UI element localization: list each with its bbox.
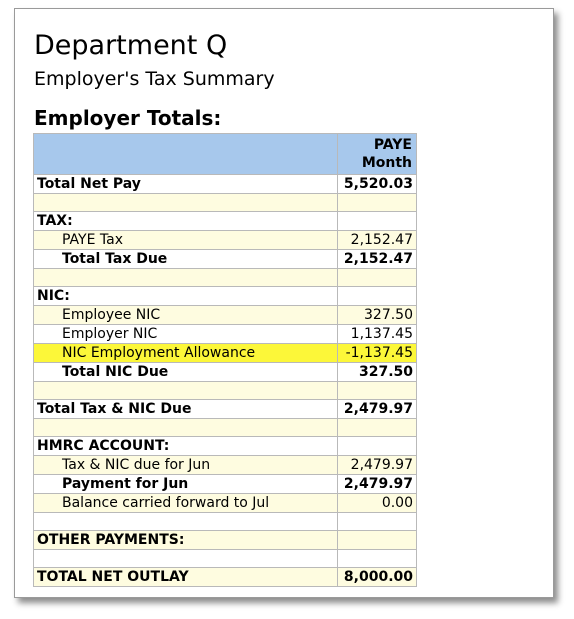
row-value: 2,479.97 (338, 456, 417, 475)
row-label: OTHER PAYMENTS: (34, 531, 338, 550)
row-label: Payment for Jun (34, 475, 338, 494)
row-value (338, 194, 417, 212)
row-label: Employee NIC (34, 306, 338, 325)
row-label: Balance carried forward to Jul (34, 494, 338, 513)
row-value: 2,152.47 (338, 231, 417, 250)
row-value: 1,137.45 (338, 325, 417, 344)
row-value (338, 437, 417, 456)
section-heading: Employer Totals: (34, 106, 222, 130)
row-value (338, 550, 417, 568)
row-label (34, 194, 338, 212)
table-row (34, 513, 417, 531)
row-value: 327.50 (338, 306, 417, 325)
table-row (34, 400, 417, 419)
table-row (34, 194, 417, 212)
row-label: TAX: (34, 212, 338, 231)
table-row (34, 287, 417, 306)
table-row (34, 550, 417, 568)
row-label: HMRC ACCOUNT: (34, 437, 338, 456)
table-row (34, 231, 417, 250)
row-label: Total NIC Due (34, 363, 338, 382)
row-value (338, 287, 417, 306)
table-row (34, 306, 417, 325)
table-row (34, 250, 417, 269)
table-row (34, 382, 417, 400)
table-header-row (34, 134, 417, 175)
row-label (34, 513, 338, 531)
row-label: Total Tax & NIC Due (34, 400, 338, 419)
row-label: TOTAL NET OUTLAY (34, 568, 338, 587)
row-value: -1,137.45 (338, 344, 417, 363)
table-row-highlighted (34, 344, 417, 363)
header-paye-month (338, 134, 417, 175)
row-label (34, 419, 338, 437)
row-label: Total Tax Due (34, 250, 338, 269)
header-line-1: PAYE (373, 137, 412, 153)
employer-totals-table (33, 133, 417, 587)
table-row (34, 475, 417, 494)
table-row (34, 363, 417, 382)
row-label (34, 269, 338, 287)
table-row (34, 175, 417, 194)
table-row (34, 437, 417, 456)
row-value: 0.00 (338, 494, 417, 513)
row-label: Tax & NIC due for Jun (34, 456, 338, 475)
table-row (34, 531, 417, 550)
row-value: 8,000.00 (338, 568, 417, 587)
page-subtitle: Employer's Tax Summary (34, 68, 275, 90)
table-row (34, 212, 417, 231)
row-label: PAYE Tax (34, 231, 338, 250)
row-label: Employer NIC (34, 325, 338, 344)
row-value: 2,152.47 (338, 250, 417, 269)
row-label (34, 382, 338, 400)
table-row (34, 568, 417, 587)
row-value: 327.50 (338, 363, 417, 382)
row-value (338, 212, 417, 231)
row-value (338, 269, 417, 287)
row-label: NIC: (34, 287, 338, 306)
table-row (34, 325, 417, 344)
row-value: 5,520.03 (338, 175, 417, 194)
row-value (338, 531, 417, 550)
header-line-2: Month (361, 155, 412, 171)
row-value: 2,479.97 (338, 400, 417, 419)
table-row (34, 456, 417, 475)
row-label: NIC Employment Allowance (34, 344, 338, 363)
row-value (338, 513, 417, 531)
table-row (34, 494, 417, 513)
row-value (338, 382, 417, 400)
page-title: Department Q (34, 30, 228, 61)
row-label: Total Net Pay (34, 175, 338, 194)
header-label-cell (34, 134, 338, 175)
row-value (338, 419, 417, 437)
row-label (34, 550, 338, 568)
table-row (34, 419, 417, 437)
table-row (34, 269, 417, 287)
row-value: 2,479.97 (338, 475, 417, 494)
